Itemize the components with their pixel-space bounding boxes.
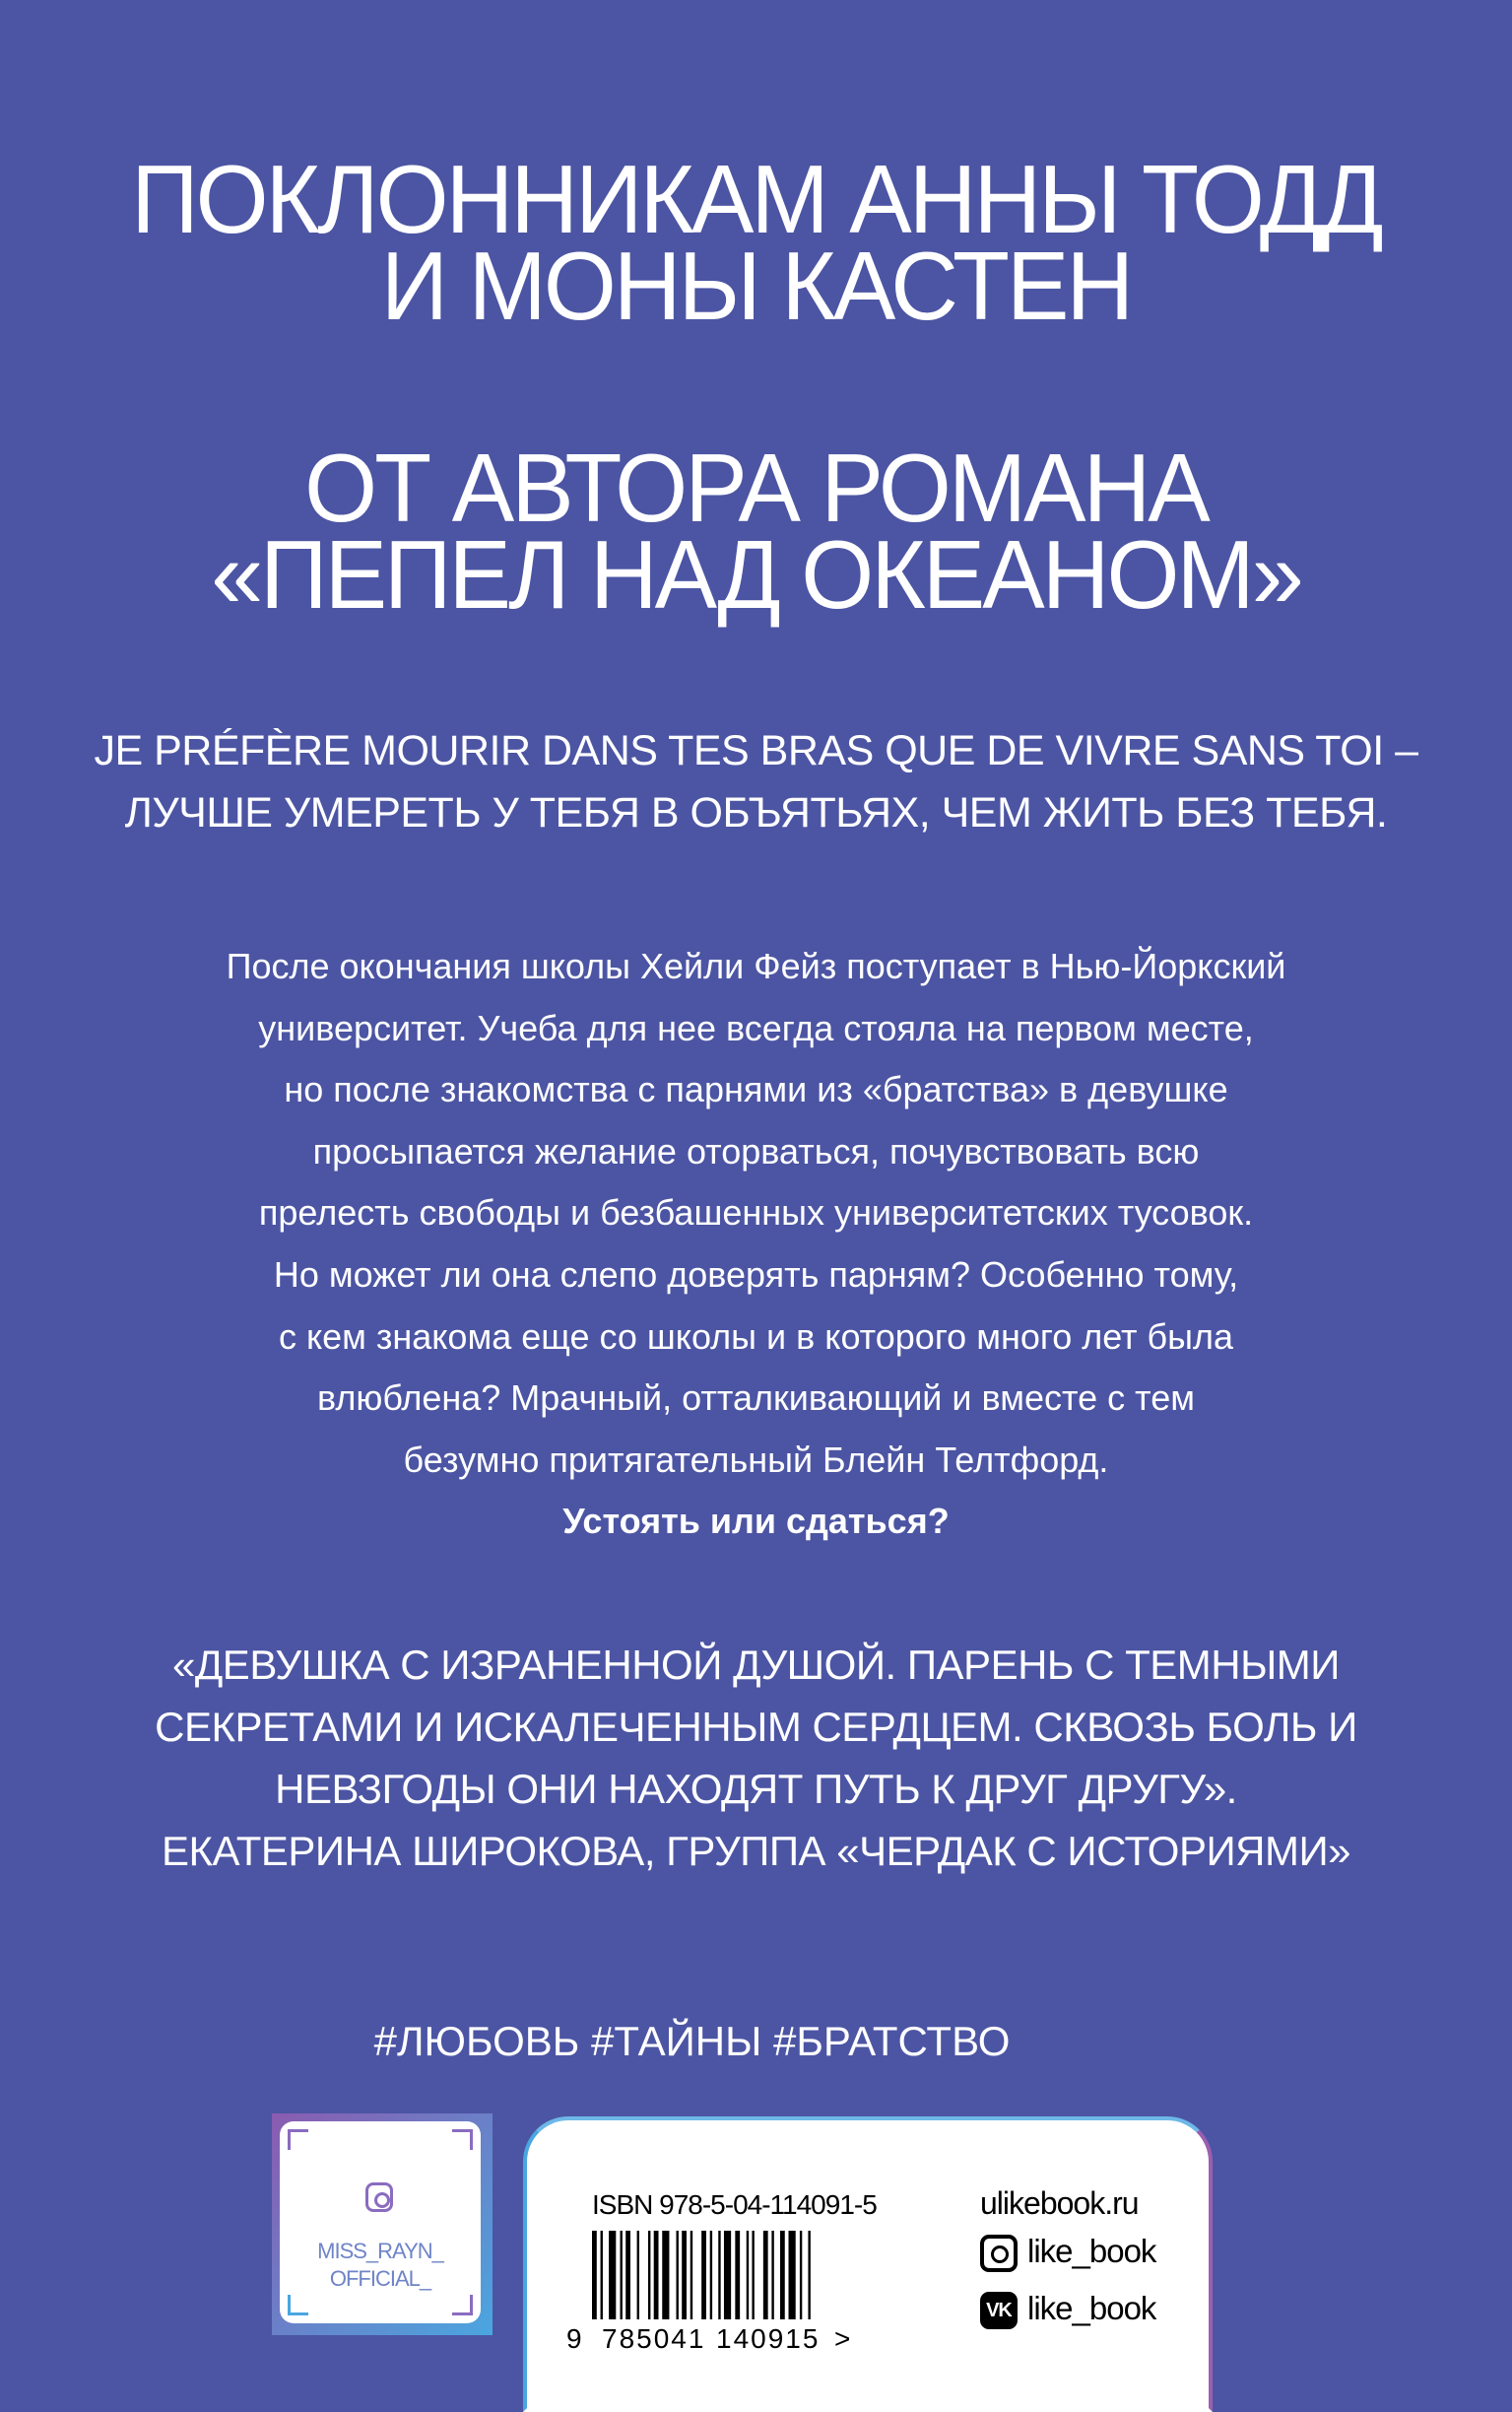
barcode-panel xyxy=(523,2116,1213,2412)
barcode-bar xyxy=(592,2231,597,2319)
review-line: «ДЕВУШКА С ИЗРАНЕННОЙ ДУШОЙ. ПАРЕНЬ С ТЕМНЫМИ xyxy=(172,1642,1340,1688)
barcode-bar xyxy=(701,2231,706,2319)
barcode-bar xyxy=(718,2231,720,2319)
review-line: ЕКАТЕРИНА ШИРОКОВА, ГРУППА «ЧЕРДАК С ИСТОРИЯМИ» xyxy=(161,1828,1351,1874)
barcode-bar xyxy=(752,2231,754,2319)
barcode-bar xyxy=(601,2231,603,2319)
synopsis-line: с кем знакома еще со школы и в которого много лет была xyxy=(278,1315,1234,1357)
review-line: НЕВЗГОДЫ ОНИ НАХОДЯТ ПУТЬ К ДРУГ ДРУГУ». xyxy=(275,1766,1237,1812)
epigraph-line-2: ЛУЧШЕ УМЕРЕТЬ У ТЕБЯ В ОБЪЯТЬЯХ, ЧЕМ ЖИТЬ БЕЗ ТЕБЯ. xyxy=(124,789,1388,837)
barcode-bar xyxy=(690,2231,692,2319)
barcode-bar xyxy=(609,2231,616,2319)
barcode-bar xyxy=(682,2231,687,2319)
synopsis-line: но после знакомства с парнями из «братства» в девушке xyxy=(284,1069,1228,1110)
synopsis-line: влюблена? Мрачный, отталкивающий и вместе с тем xyxy=(317,1377,1195,1419)
barcode-bar xyxy=(789,2231,796,2319)
synopsis xyxy=(0,936,1512,1553)
publisher-instagram[interactable]: like_book xyxy=(980,2233,1155,2272)
publisher-vk[interactable]: VK like_book xyxy=(980,2290,1155,2329)
barcode-bar xyxy=(747,2231,749,2319)
subheadline-line-1: ОТ АВТОРА РОМАНА xyxy=(304,434,1208,542)
author-handle: MISS_RAYN_ OFFICIAL_ xyxy=(317,2239,443,2291)
synopsis-line: После окончания школы Хейли Фейз поступает в Нью-Йоркский xyxy=(226,946,1286,986)
barcode-end-mark: > xyxy=(834,2323,853,2354)
barcode-bar xyxy=(662,2231,669,2319)
synopsis-line: безумно притягательный Блейн Телтфорд. xyxy=(403,1439,1109,1480)
subheadline-line-2: «ПЕПЕЛ НАД ОКЕАНОМ» xyxy=(211,520,1301,629)
barcode-bar xyxy=(800,2231,802,2319)
instagram-icon xyxy=(980,2235,1018,2272)
barcode-bar xyxy=(677,2231,679,2319)
instagram-icon xyxy=(365,2182,393,2212)
synopsis-line: университет. Учеба для нее всегда стояла на первом месте, xyxy=(258,1007,1254,1048)
barcode-bar xyxy=(763,2231,768,2319)
barcode-bar xyxy=(625,2231,630,2319)
synopsis-line: прелесть свободы и безбашенных университетских тусовок. xyxy=(258,1192,1254,1234)
barcode-bar xyxy=(724,2231,731,2319)
barcode-digits-right: 140915 xyxy=(716,2323,821,2354)
barcode-bar xyxy=(654,2231,659,2319)
isbn-label: ISBN 978-5-04-114091-5 xyxy=(592,2189,877,2220)
barcode-bar xyxy=(780,2231,785,2319)
barcode-digits-left: 785041 xyxy=(602,2323,706,2354)
barcode-bar xyxy=(808,2231,810,2319)
barcode-bar xyxy=(621,2231,623,2319)
barcode-bar xyxy=(735,2231,740,2319)
barcode-digit-first: 9 xyxy=(566,2323,584,2354)
review-quote xyxy=(0,1634,1512,1882)
barcode-bar xyxy=(710,2231,712,2319)
barcode-bar xyxy=(637,2231,639,2319)
synopsis-tagline: Устоять или сдаться? xyxy=(562,1501,950,1542)
vk-icon: VK xyxy=(980,2292,1018,2329)
synopsis-line: Но может ли она слепо доверять парням? Особенно тому, xyxy=(273,1253,1239,1295)
hashtags: #ЛЮБОВЬ #ТАЙНЫ #БРАТСТВО xyxy=(373,2018,1011,2064)
author-instagram-nametag xyxy=(272,2113,493,2335)
barcode-bar xyxy=(648,2231,650,2319)
barcode-bar xyxy=(771,2231,773,2319)
headline-line-1: ПОКЛОННИКАМ АННЫ ТОДД xyxy=(131,145,1381,253)
publisher-website[interactable]: ulikebook.ru xyxy=(980,2185,1139,2221)
synopsis-line: просыпается желание оторваться, почувствовать всю xyxy=(312,1130,1200,1172)
headline-line-2: И МОНЫ КАСТЕН xyxy=(380,232,1132,340)
barcode xyxy=(592,2231,828,2319)
epigraph-line-1: JE PRÉFÈRE MOURIR DANS TES BRAS QUE DE VIVRE SANS TOI – xyxy=(94,727,1418,774)
review-line: СЕКРЕТАМИ И ИСКАЛЕЧЕННЫМ СЕРДЦЕМ. СКВОЗЬ БОЛЬ И xyxy=(155,1704,1357,1750)
